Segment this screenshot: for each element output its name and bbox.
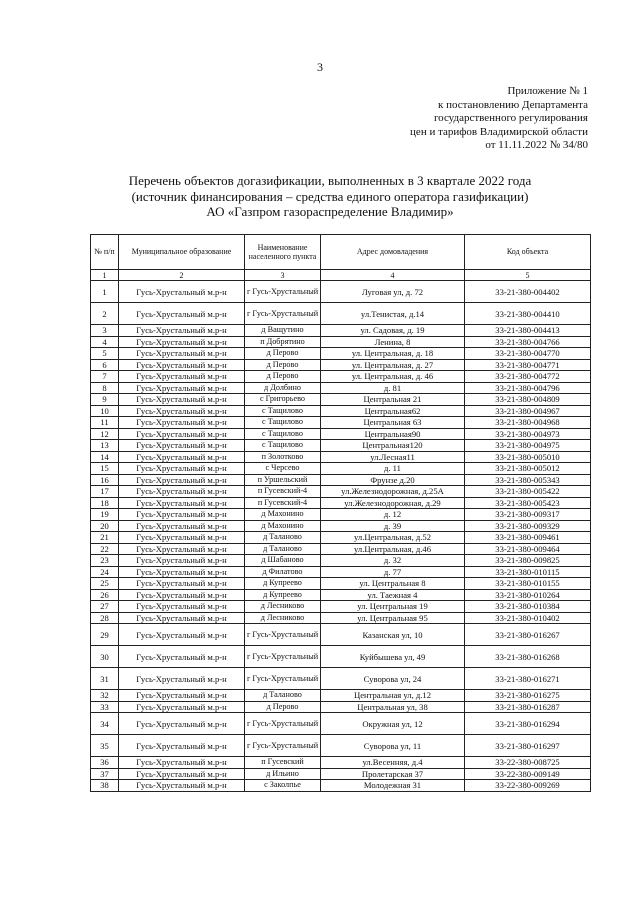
municipality-cell: Гусь-Хрустальный м.р-н [119,520,245,532]
table-row [91,690,591,702]
settlement-cell: с Тащилово [245,417,321,429]
municipality-cell: Гусь-Хрустальный м.р-н [119,371,245,383]
municipality-cell: Гусь-Хрустальный м.р-н [119,281,245,303]
municipality-cell: Гусь-Хрустальный м.р-н [119,417,245,429]
object-code-cell: 33-21-380-010402 [465,612,591,624]
address-cell: ул. Центральная, д. 27 [321,359,465,371]
table-row [91,303,591,325]
row-number: 34 [91,713,119,735]
title-line: Перечень объектов догазификации, выполненных в 3 квартале 2022 года [128,173,532,188]
object-code-cell: 33-21-380-005422 [465,486,591,498]
address-cell: Суворова ул, 24 [321,668,465,690]
table-header-row [91,235,591,270]
row-number: 37 [91,768,119,780]
table-row [91,780,591,792]
address-cell: Молодежная 31 [321,780,465,792]
column-number: 3 [245,270,321,281]
settlement-cell: г Гусь-Хрустальный [245,281,321,303]
municipality-cell: Гусь-Хрустальный м.р-н [119,757,245,769]
table-row [91,463,591,475]
row-number: 18 [91,497,119,509]
row-number: 31 [91,668,119,690]
table-row [91,417,591,429]
table-row [91,713,591,735]
row-number: 38 [91,780,119,792]
address-cell: ул.Тенистая, д.14 [321,303,465,325]
object-code-cell: 33-21-380-016297 [465,735,591,757]
object-code-cell: 33-21-380-004413 [465,325,591,337]
settlement-cell: д Ващутино [245,325,321,337]
address-cell: Суворова ул, 11 [321,735,465,757]
table-row [91,520,591,532]
municipality-cell: Гусь-Хрустальный м.р-н [119,440,245,452]
address-cell: Фрунзе д.20 [321,474,465,486]
settlement-cell: д Перово [245,701,321,713]
table-row [91,624,591,646]
settlement-cell: д Таланово [245,532,321,544]
object-code-cell: 33-21-380-005423 [465,497,591,509]
object-code-cell: 33-21-380-004973 [465,428,591,440]
municipality-cell: Гусь-Хрустальный м.р-н [119,701,245,713]
row-number: 5 [91,348,119,360]
address-cell: Центральная 21 [321,394,465,406]
table-row [91,382,591,394]
column-number-row [91,270,591,281]
address-cell: Центральная ул, 38 [321,701,465,713]
municipality-cell: Гусь-Хрустальный м.р-н [119,497,245,509]
page-number: 3 [317,60,323,74]
table-row [91,440,591,452]
appendix-line: от 11.11.2022 № 34/80 [485,139,588,151]
row-number: 25 [91,578,119,590]
address-cell: д. 77 [321,566,465,578]
table-row [91,612,591,624]
object-code-cell: 33-21-380-016268 [465,646,591,668]
row-number: 26 [91,589,119,601]
row-number: 1 [91,281,119,303]
settlement-cell: д Лесниково [245,601,321,613]
settlement-cell: п Добрятино [245,336,321,348]
address-cell: ул. Центральная 95 [321,612,465,624]
address-cell: Центральная120 [321,440,465,452]
settlement-cell: п Гусевский-4 [245,497,321,509]
title-line: (источник финансирования – средства единого оператора газификации) [131,188,529,204]
municipality-cell: Гусь-Хрустальный м.р-н [119,601,245,613]
object-code-cell: 33-21-380-010264 [465,589,591,601]
table-body [91,281,591,792]
address-cell: ул. Центральная 8 [321,578,465,590]
object-code-cell: 33-21-380-016267 [465,624,591,646]
settlement-cell: д Долбино [245,382,321,394]
settlement-cell: д Купреево [245,589,321,601]
address-cell: Пролетарская 37 [321,768,465,780]
settlement-cell: с Заколпье [245,780,321,792]
municipality-cell: Гусь-Хрустальный м.р-н [119,735,245,757]
table-row [91,566,591,578]
settlement-cell: д Таланово [245,543,321,555]
address-cell: д. 32 [321,555,465,567]
municipality-cell: Гусь-Хрустальный м.р-н [119,325,245,337]
table-row [91,589,591,601]
municipality-cell: Гусь-Хрустальный м.р-н [119,509,245,521]
address-cell: ул.Центральная, д.46 [321,543,465,555]
row-number: 4 [91,336,119,348]
appendix-line: к постановлению Департамента [437,98,588,111]
table-row [91,405,591,417]
table-row [91,281,591,303]
settlement-cell: д Шабаново [245,555,321,567]
municipality-cell: Гусь-Хрустальный м.р-н [119,428,245,440]
row-number: 6 [91,359,119,371]
object-code-cell: 33-21-380-004975 [465,440,591,452]
table-row [91,578,591,590]
row-number: 14 [91,451,119,463]
table-row [91,735,591,757]
object-code-cell: 33-21-380-016271 [465,668,591,690]
row-number: 28 [91,612,119,624]
row-number: 13 [91,440,119,452]
row-number: 20 [91,520,119,532]
object-code-cell: 33-21-380-016287 [465,701,591,713]
municipality-cell: Гусь-Хрустальный м.р-н [119,646,245,668]
municipality-cell: Гусь-Хрустальный м.р-н [119,336,245,348]
row-number: 10 [91,405,119,417]
settlement-cell: д Лесниково [245,612,321,624]
address-cell: Окружная ул, 12 [321,713,465,735]
address-cell: Куйбышева ул, 49 [321,646,465,668]
table-row [91,497,591,509]
settlement-cell: д Махонино [245,509,321,521]
row-number: 16 [91,474,119,486]
table-row [91,394,591,406]
row-number: 27 [91,601,119,613]
municipality-cell: Гусь-Хрустальный м.р-н [119,612,245,624]
settlement-cell: д Таланово [245,690,321,702]
settlement-cell: д Филатово [245,566,321,578]
column-number: 1 [91,270,119,281]
address-cell: Центральная 63 [321,417,465,429]
table-row [91,509,591,521]
row-number: 36 [91,757,119,769]
objects-table [90,234,591,792]
row-number: 3 [91,325,119,337]
settlement-cell: с Григорьево [245,394,321,406]
row-number: 23 [91,555,119,567]
address-cell: Центральная62 [321,405,465,417]
settlement-cell: д Ильино [245,768,321,780]
address-cell: ул. Центральная, д. 18 [321,348,465,360]
address-cell: ул. Таежная 4 [321,589,465,601]
address-cell: Луговая ул, д. 72 [321,281,465,303]
object-code-cell: 33-21-380-016275 [465,690,591,702]
row-number: 35 [91,735,119,757]
table-row [91,543,591,555]
settlement-cell: п Уршельский [245,474,321,486]
table-row [91,646,591,668]
object-code-cell: 33-21-380-005012 [465,463,591,475]
settlement-cell: г Гусь-Хрустальный [245,713,321,735]
header-cell: Адрес домовладения [321,235,465,270]
settlement-cell: п Золотково [245,451,321,463]
address-cell: ул.Железнодорожная, д.29 [321,497,465,509]
address-cell: Ленина, 8 [321,336,465,348]
address-cell: Центральная90 [321,428,465,440]
settlement-cell: г Гусь-Хрустальный [245,646,321,668]
municipality-cell: Гусь-Хрустальный м.р-н [119,589,245,601]
appendix-line: государственного регулирования [433,112,588,124]
table-row [91,532,591,544]
municipality-cell: Гусь-Хрустальный м.р-н [119,668,245,690]
row-number: 19 [91,509,119,521]
table-row [91,555,591,567]
object-code-cell: 33-21-380-004766 [465,336,591,348]
settlement-cell: д Перово [245,359,321,371]
settlement-cell: г Гусь-Хрустальный [245,735,321,757]
municipality-cell: Гусь-Хрустальный м.р-н [119,780,245,792]
table-row [91,336,591,348]
settlement-cell: д Перово [245,371,321,383]
settlement-cell: п Гусевский [245,757,321,769]
address-cell: ул. Садовая, д. 19 [321,325,465,337]
row-number: 21 [91,532,119,544]
table-row [91,348,591,360]
address-cell: д. 11 [321,463,465,475]
appendix-block [410,85,588,153]
municipality-cell: Гусь-Хрустальный м.р-н [119,543,245,555]
row-number: 9 [91,394,119,406]
settlement-cell: д Махонино [245,520,321,532]
column-number: 2 [119,270,245,281]
object-code-cell: 33-21-380-004771 [465,359,591,371]
row-number: 17 [91,486,119,498]
address-cell: д. 12 [321,509,465,521]
header-cell: № п/п [91,235,119,270]
settlement-cell: г Гусь-Хрустальный [245,303,321,325]
settlement-cell: с Тащилово [245,405,321,417]
table-row [91,474,591,486]
title-line: АО «Газпром газораспределение Владимир» [206,204,454,219]
settlement-cell: д Перово [245,348,321,360]
row-number: 7 [91,371,119,383]
appendix-line: цен и тарифов Владимирской области [410,125,588,138]
object-code-cell: 33-21-380-004770 [465,348,591,360]
object-code-cell: 33-21-380-005010 [465,451,591,463]
row-number: 15 [91,463,119,475]
municipality-cell: Гусь-Хрустальный м.р-н [119,405,245,417]
municipality-cell: Гусь-Хрустальный м.р-н [119,690,245,702]
row-number: 12 [91,428,119,440]
table-row [91,601,591,613]
table-row [91,701,591,713]
table-row [91,486,591,498]
table-row [91,371,591,383]
address-cell: ул.Весенняя, д.4 [321,757,465,769]
municipality-cell: Гусь-Хрустальный м.р-н [119,359,245,371]
row-number: 11 [91,417,119,429]
municipality-cell: Гусь-Хрустальный м.р-н [119,566,245,578]
row-number: 30 [91,646,119,668]
header-cell: Муниципальное образование [119,235,245,270]
object-code-cell: 33-21-380-004968 [465,417,591,429]
object-code-cell: 33-22-380-008725 [465,757,591,769]
table-row [91,359,591,371]
object-code-cell: 33-21-380-010155 [465,578,591,590]
object-code-cell: 33-22-380-009269 [465,780,591,792]
municipality-cell: Гусь-Хрустальный м.р-н [119,768,245,780]
municipality-cell: Гусь-Хрустальный м.р-н [119,451,245,463]
address-cell: ул.Лесная11 [321,451,465,463]
address-cell: Казанская ул, 10 [321,624,465,646]
settlement-cell: с Черсево [245,463,321,475]
object-code-cell: 33-21-380-010384 [465,601,591,613]
document-title [60,173,600,220]
municipality-cell: Гусь-Хрустальный м.р-н [119,486,245,498]
settlement-cell: п Гусевский-4 [245,486,321,498]
header-cell: Код объекта [465,235,591,270]
object-code-cell: 33-21-380-004410 [465,303,591,325]
column-number: 5 [465,270,591,281]
object-code-cell: 33-21-380-004772 [465,371,591,383]
object-code-cell: 33-21-380-004967 [465,405,591,417]
table-row [91,668,591,690]
row-number: 32 [91,690,119,702]
address-cell: д. 81 [321,382,465,394]
settlement-cell: с Тащилово [245,440,321,452]
table-row [91,325,591,337]
address-cell: ул.Центральная, д.52 [321,532,465,544]
row-number: 33 [91,701,119,713]
object-code-cell: 33-21-380-009461 [465,532,591,544]
row-number: 29 [91,624,119,646]
object-code-cell: 33-21-380-010115 [465,566,591,578]
address-cell: ул.Железнодорожная, д.25А [321,486,465,498]
settlement-cell: г Гусь-Хрустальный [245,668,321,690]
address-cell: Центральная ул, д.12 [321,690,465,702]
object-code-cell: 33-21-380-004809 [465,394,591,406]
settlement-cell: г Гусь-Хрустальный [245,624,321,646]
row-number: 22 [91,543,119,555]
row-number: 8 [91,382,119,394]
object-code-cell: 33-21-380-016294 [465,713,591,735]
row-number: 2 [91,303,119,325]
object-code-cell: 33-21-380-009825 [465,555,591,567]
table-row [91,428,591,440]
object-code-cell: 33-21-380-009464 [465,543,591,555]
table-row [91,757,591,769]
object-code-cell: 33-21-380-005343 [465,474,591,486]
address-cell: д. 39 [321,520,465,532]
settlement-cell: д Купреево [245,578,321,590]
object-code-cell: 33-21-380-009317 [465,509,591,521]
object-code-cell: 33-21-380-004402 [465,281,591,303]
municipality-cell: Гусь-Хрустальный м.р-н [119,713,245,735]
municipality-cell: Гусь-Хрустальный м.р-н [119,382,245,394]
municipality-cell: Гусь-Хрустальный м.р-н [119,463,245,475]
municipality-cell: Гусь-Хрустальный м.р-н [119,348,245,360]
table-row [91,451,591,463]
municipality-cell: Гусь-Хрустальный м.р-н [119,394,245,406]
row-number: 24 [91,566,119,578]
object-code-cell: 33-22-380-009149 [465,768,591,780]
settlement-cell: с Тащилово [245,428,321,440]
object-code-cell: 33-21-380-004796 [465,382,591,394]
header-cell: Наименование населенного пункта [245,235,321,270]
municipality-cell: Гусь-Хрустальный м.р-н [119,532,245,544]
address-cell: ул. Центральная, д. 46 [321,371,465,383]
address-cell: ул. Центральная 19 [321,601,465,613]
table-row [91,768,591,780]
appendix-line: Приложение № 1 [507,85,588,97]
municipality-cell: Гусь-Хрустальный м.р-н [119,474,245,486]
column-number: 4 [321,270,465,281]
municipality-cell: Гусь-Хрустальный м.р-н [119,578,245,590]
municipality-cell: Гусь-Хрустальный м.р-н [119,555,245,567]
municipality-cell: Гусь-Хрустальный м.р-н [119,624,245,646]
object-code-cell: 33-21-380-009329 [465,520,591,532]
municipality-cell: Гусь-Хрустальный м.р-н [119,303,245,325]
